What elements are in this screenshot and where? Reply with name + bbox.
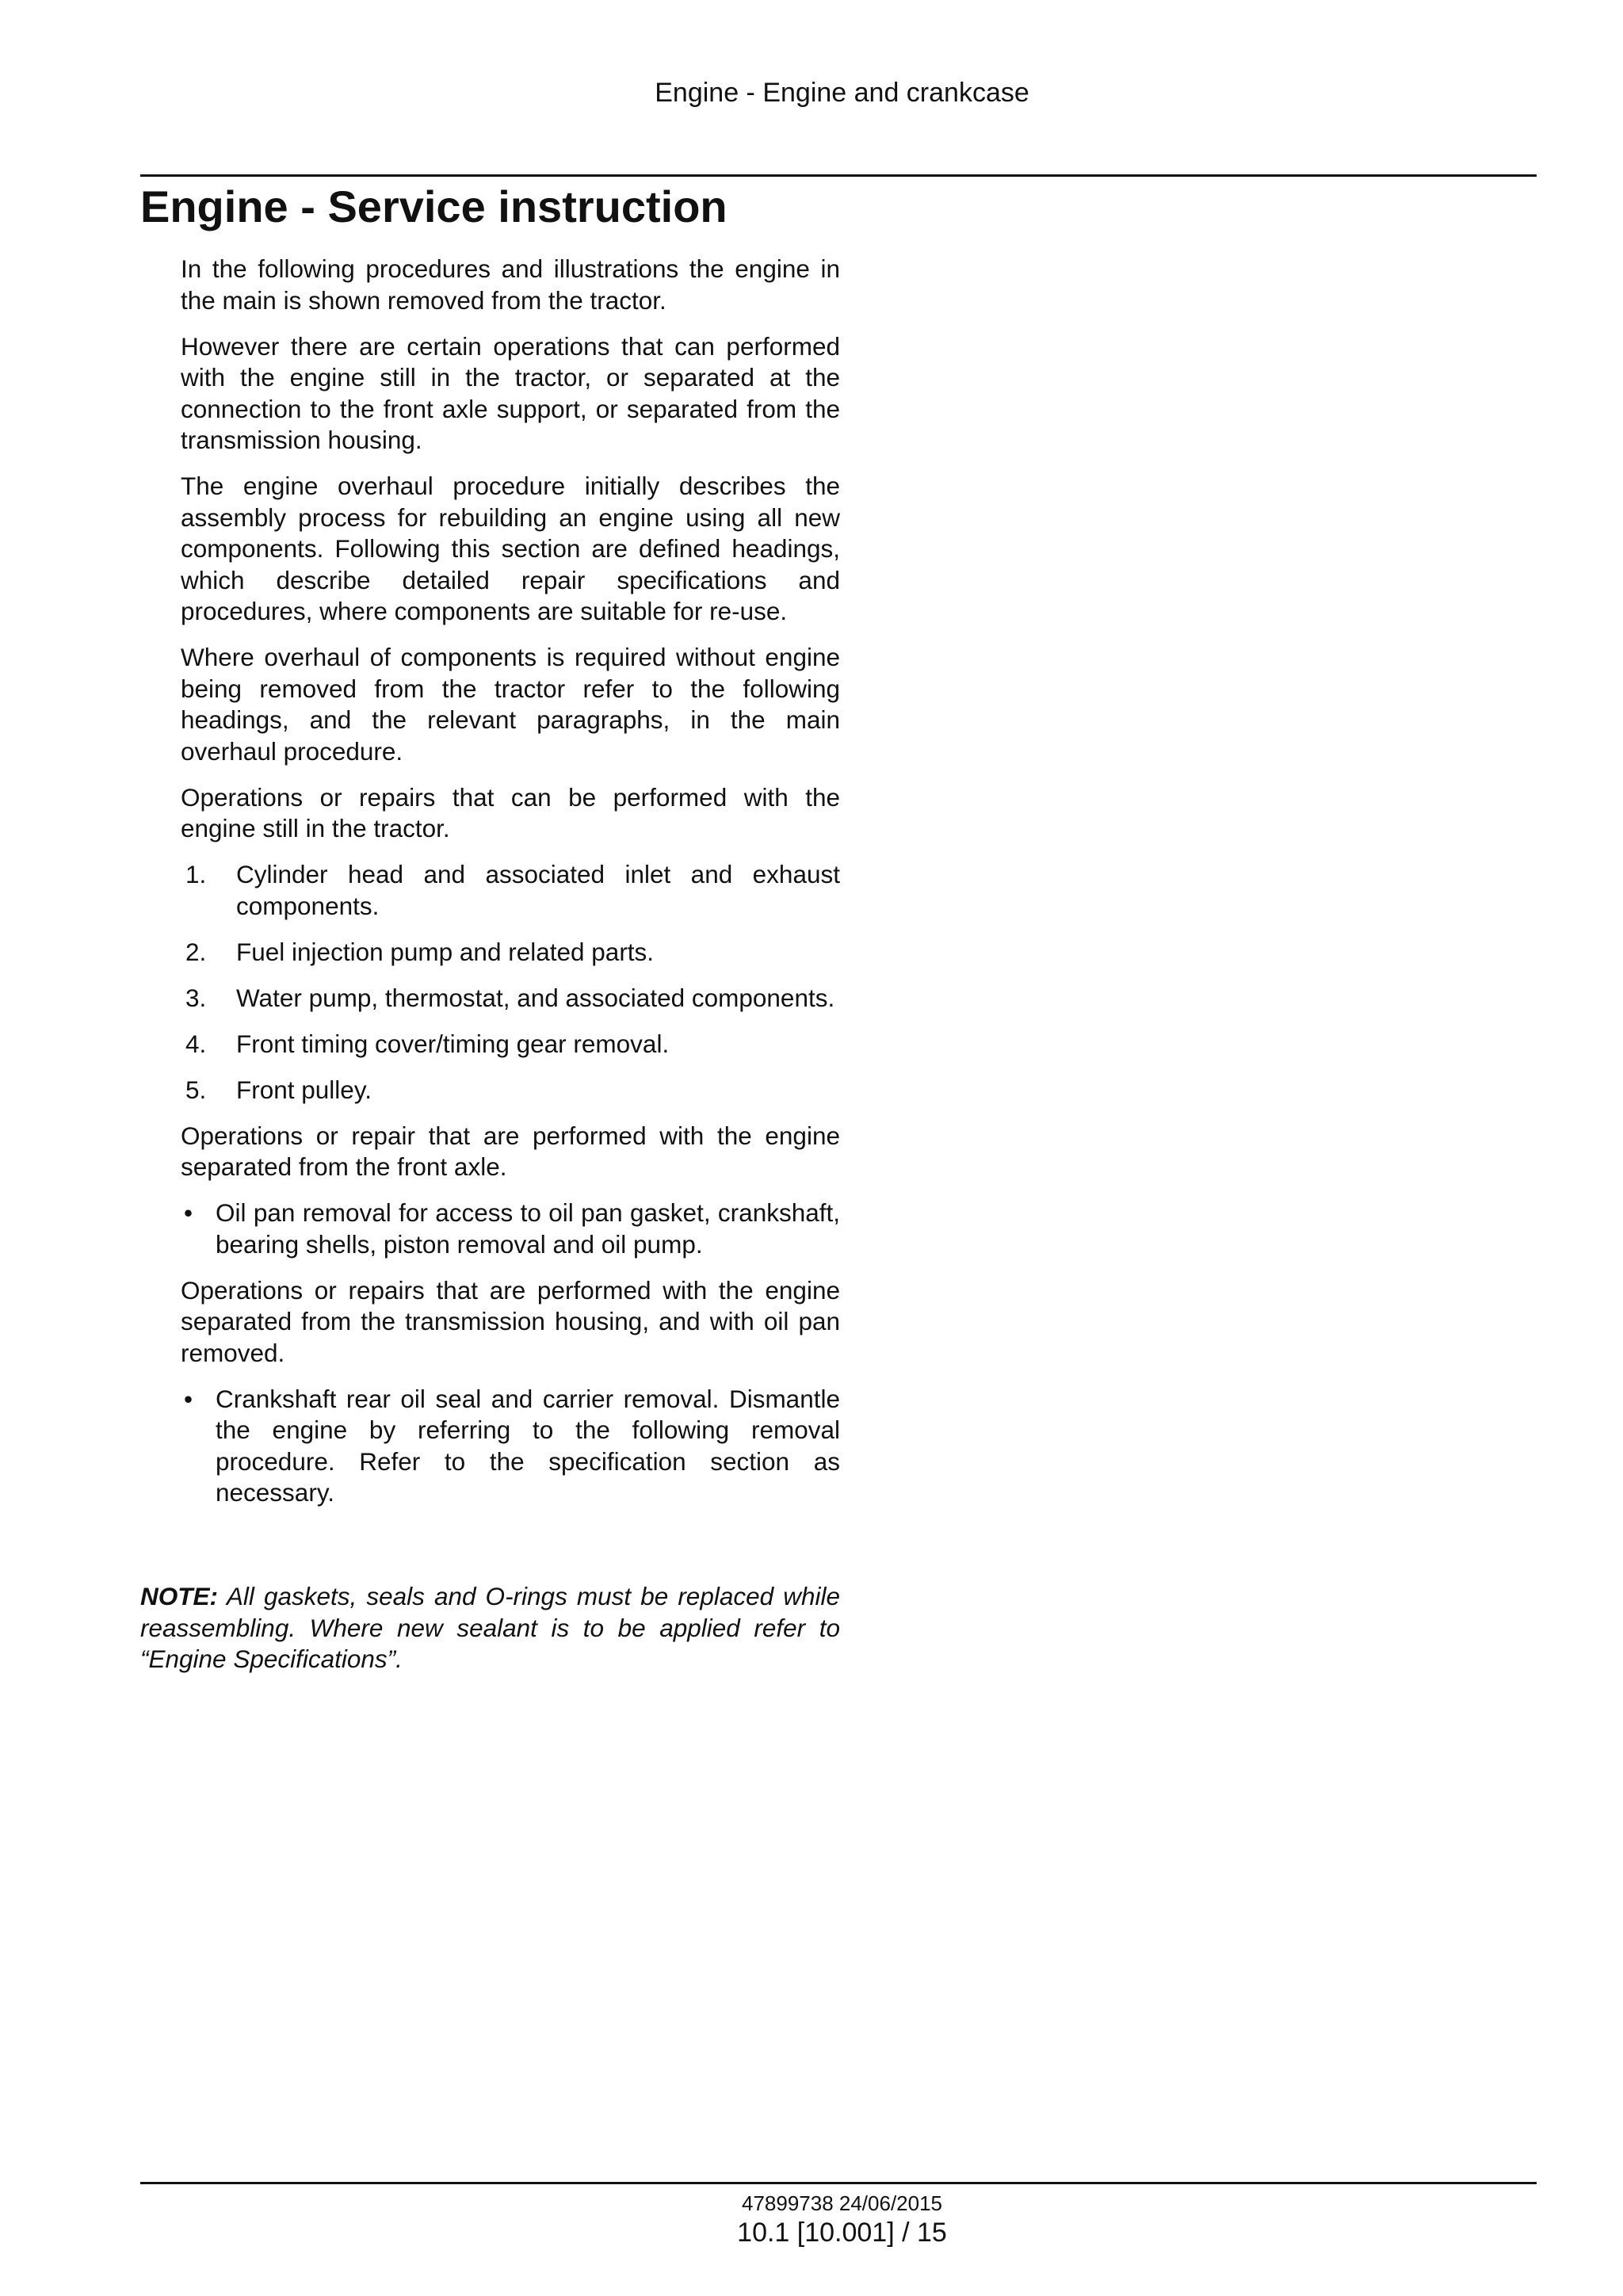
header-rule	[140, 174, 1537, 177]
bullet-icon: •	[184, 1384, 193, 1413]
list-number: 2.	[185, 937, 207, 966]
list-item-text: Front timing cover/timing gear removal.	[236, 1029, 670, 1058]
footer-page-number: 10.1 [10.001] / 15	[737, 2218, 947, 2248]
list-number: 1.	[185, 860, 207, 888]
paragraph-transmission: Operations or repairs that are performed with the engine separated from the transmission housing, and with oil pan removed.	[181, 1275, 840, 1367]
bullet-list-front-axle	[181, 1198, 840, 1260]
list-number: 4.	[185, 1029, 207, 1058]
running-header: Engine - Engine and crankcase	[655, 78, 1029, 108]
list-item	[181, 1075, 840, 1106]
note-label: NOTE:	[140, 1582, 218, 1610]
list-item-text: Oil pan removal for access to oil pan gasket, crankshaft, bearing shells, piston removal and oil pump.	[216, 1198, 840, 1259]
list-item-text: Cylinder head and associated inlet and exhaust components.	[236, 860, 840, 920]
list-number: 5.	[185, 1075, 207, 1104]
note	[140, 1581, 840, 1675]
list-item-text: Water pump, thermostat, and associated components.	[236, 983, 835, 1012]
list-item	[181, 1384, 840, 1509]
list-item-text: Crankshaft rear oil seal and carrier removal. Dismantle the engine by referring to the following removal procedure. Refer to the specification section as necessary.	[216, 1384, 840, 1507]
list-item	[181, 983, 840, 1014]
list-item	[181, 1029, 840, 1060]
paragraph-operations-in-tractor: However there are certain operations that can performed with the engine still in the tractor, or separated at the connection to the front axle support, or separated from the transmission housing.	[181, 331, 840, 454]
list-item	[181, 937, 840, 968]
bullet-list-transmission	[181, 1384, 840, 1509]
paragraph-overhaul-without-removal: Where overhaul of components is required without engine being removed from the tractor refer to the following headings, and the relevant paragraphs, in the main overhaul procedure.	[181, 643, 840, 766]
list-number: 3.	[185, 983, 207, 1012]
paragraph-repairs-in-tractor: Operations or repairs that can be performed with the engine still in the tractor.	[181, 782, 840, 842]
footer-rule	[140, 2182, 1537, 2184]
section-title: Engine - Service instruction	[140, 181, 727, 231]
bullet-icon: •	[184, 1198, 193, 1227]
paragraph-intro: In the following procedures and illustrations the engine in the main is shown removed from the tractor.	[181, 254, 840, 315]
body-text	[181, 254, 840, 1523]
list-item-text: Fuel injection pump and related parts.	[236, 937, 655, 966]
note-text: All gaskets, seals and O-rings must be replaced while reassembling. Where new sealant is to be applied refer to “Engine Specifications”.	[140, 1582, 840, 1673]
list-item	[181, 859, 840, 922]
paragraph-front-axle: Operations or repair that are performed with the engine separated from the front axle.	[181, 1121, 840, 1181]
numbered-list	[181, 859, 840, 1106]
list-item	[181, 1198, 840, 1260]
footer-document-id: 47899738 24/06/2015	[741, 2191, 943, 2215]
list-item-text: Front pulley.	[236, 1075, 372, 1104]
paragraph-overhaul-procedure: The engine overhaul procedure initially describes the assembly process for rebuilding an engine using all new components. Following this section are defined headings, which describe detailed repair specifications and procedures, where components are suitable for re-use.	[181, 472, 840, 625]
